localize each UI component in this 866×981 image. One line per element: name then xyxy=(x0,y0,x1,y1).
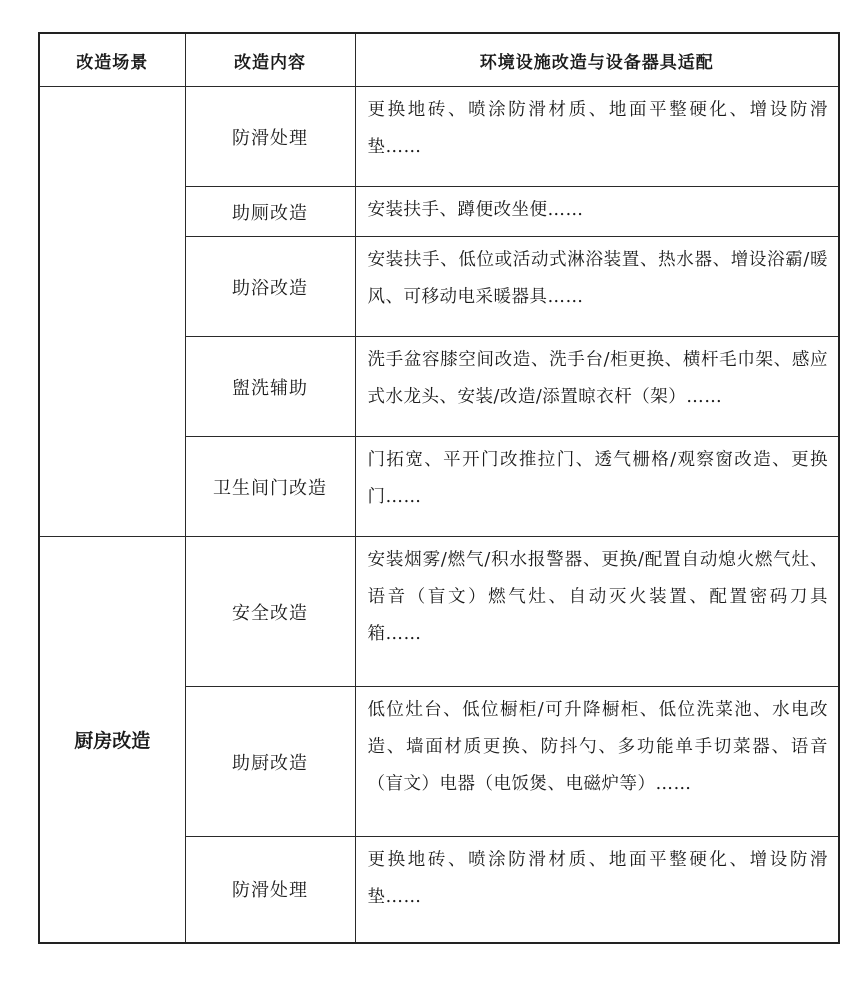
measure-cell: 更换地砖、喷涂防滑材质、地面平整硬化、增设防滑垫…… xyxy=(355,87,839,187)
measure-cell: 低位灶台、低位橱柜/可升降橱柜、低位洗菜池、水电改造、墙面材质更换、防抖勺、多功能单手切菜器、语音（盲文）电器（电饭煲、电磁炉等）…… xyxy=(355,687,839,837)
header-row xyxy=(39,33,839,87)
measure-cell: 安装烟雾/燃气/积水报警器、更换/配置自动熄火燃气灶、语音（盲文）燃气灶、自动灭火装置、配置密码刀具箱…… xyxy=(355,537,839,687)
measure-cell: 门拓宽、平开门改推拉门、透气栅格/观察窗改造、更换门…… xyxy=(355,437,839,537)
scene-cell xyxy=(39,87,185,537)
content-cell: 卫生间门改造 xyxy=(185,437,355,537)
content-cell: 安全改造 xyxy=(185,537,355,687)
content-cell: 助厕改造 xyxy=(185,187,355,237)
content-cell: 助厨改造 xyxy=(185,687,355,837)
scene-cell: 厨房改造 xyxy=(39,537,185,943)
measure-cell: 安装扶手、低位或活动式淋浴装置、热水器、增设浴霸/暖风、可移动电采暖器具…… xyxy=(355,237,839,337)
measure-cell: 洗手盆容膝空间改造、洗手台/柜更换、横杆毛巾架、感应式水龙头、安装/改造/添置晾衣杆（架）…… xyxy=(355,337,839,437)
measure-cell: 更换地砖、喷涂防滑材质、地面平整硬化、增设防滑垫…… xyxy=(355,837,839,943)
content-cell: 盥洗辅助 xyxy=(185,337,355,437)
content-cell: 助浴改造 xyxy=(185,237,355,337)
renovation-table xyxy=(38,32,840,944)
table-row xyxy=(39,87,839,187)
header-content: 改造内容 xyxy=(185,33,355,87)
table-row xyxy=(39,537,839,687)
content-cell: 防滑处理 xyxy=(185,87,355,187)
content-cell: 防滑处理 xyxy=(185,837,355,943)
measure-cell: 安装扶手、蹲便改坐便…… xyxy=(355,187,839,237)
header-measures: 环境设施改造与设备器具适配 xyxy=(355,33,839,87)
header-scene: 改造场景 xyxy=(39,33,185,87)
